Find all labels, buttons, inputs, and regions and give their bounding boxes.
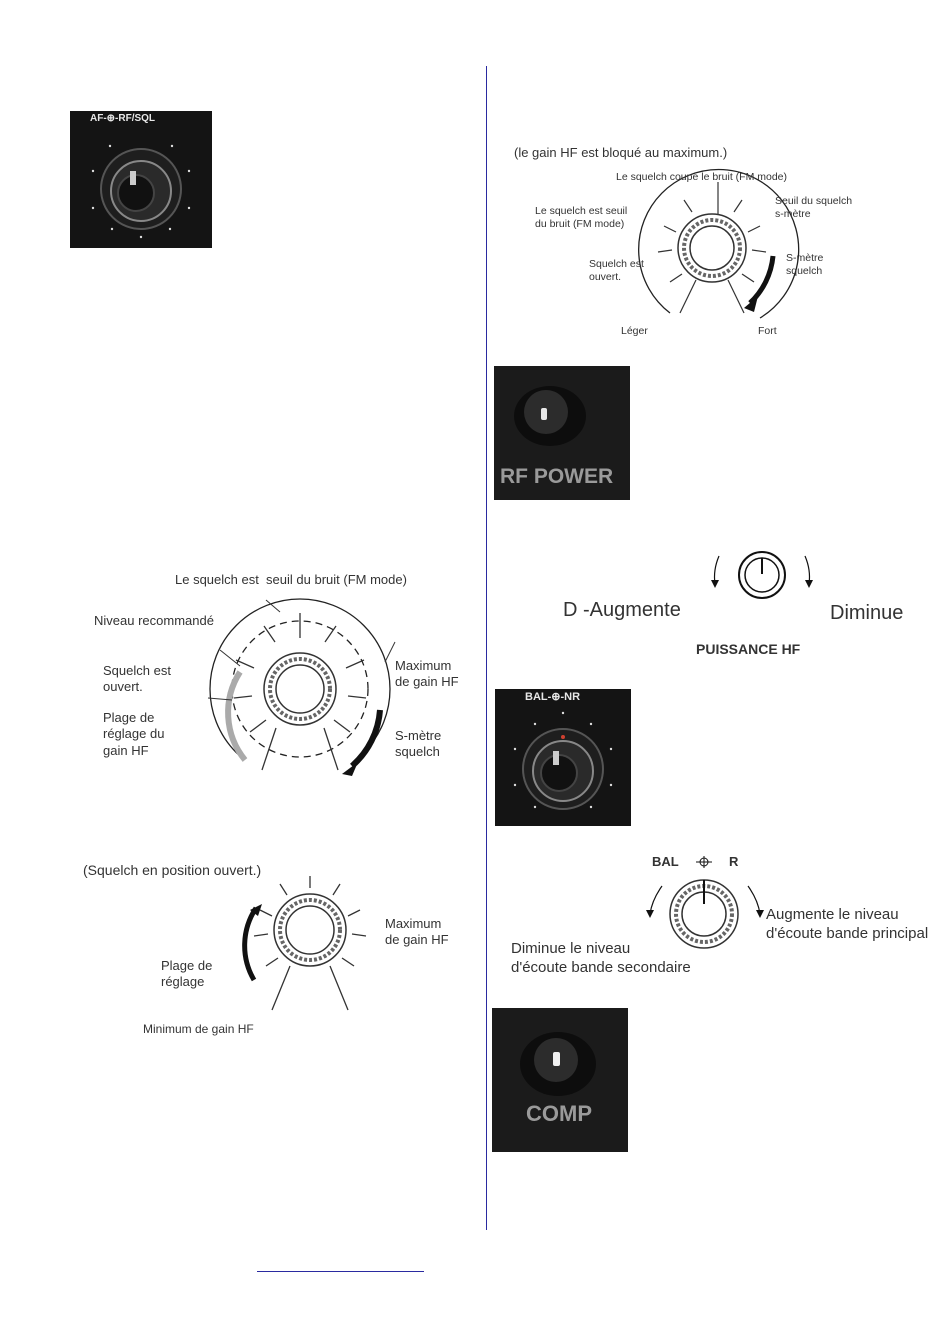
rf-gain-smeter-label: S-mètre squelch [395,728,442,760]
fm-strong-label: Fort [758,325,777,337]
rf-power-label: RF POWER [500,465,614,488]
open-squelch-max-label: Maximum de gain HF [385,916,449,948]
fm-cuts-noise-label: Le squelch coupe le bruit (FM mode) [616,171,787,183]
knob-icon [492,1008,628,1152]
rf-power-dial-diagram [705,548,815,608]
fm-open-label: Squelch est ouvert. [589,258,644,284]
rf-power-increase-label: D -Augmente [563,599,681,621]
open-squelch-range-label: Plage de réglage [161,958,213,990]
balance-r-label: R [729,854,739,869]
open-squelch-caption: (Squelch en position ouvert.) [83,862,262,878]
rf-gain-noise-threshold-label: Le squelch est seuil du bruit (FM mode) [175,572,407,587]
fm-smeter-squelch-label: S-mètre squelch [786,252,824,278]
rf-power-title: PUISSANCE HF [696,641,801,657]
fm-light-label: Léger [621,325,648,337]
fm-smeter-threshold-label: Seuil du squelch s-mètre [775,195,853,221]
open-squelch-min-label: Minimum de gain HF [143,1022,254,1036]
knob-icon [70,111,212,248]
balance-increase-main-label: Augmente le niveau d'écoute bande principal [766,906,929,942]
comp-knob-photo [492,1008,628,1152]
open-squelch-dial-diagram [210,870,410,1040]
fm-noise-threshold-label: Le squelch est seuil du bruit (FM mode) [535,205,628,231]
balance-bal-label: BAL [652,854,679,869]
af-rf-sql-label: AF-⊕-RF/SQL [90,113,156,124]
rf-gain-open-label: Squelch est ouvert. [103,663,171,695]
footer-link-underline[interactable] [257,1271,424,1272]
knob-icon [495,689,631,826]
rf-gain-range-label: Plage de réglage du gain HF [103,710,165,758]
rf-gain-recommended-label: Niveau recommandé [94,613,214,628]
bal-nr-label: BAL-⊕-NR [525,691,581,703]
rf-gain-max-label: Maximum de gain HF [395,658,459,690]
fm-squelch-caption: (le gain HF est bloqué au maximum.) [514,145,728,160]
comp-label: COMP [526,1101,592,1126]
balance-decrease-sub-label: Diminue le niveau d'écoute bande secondaire [511,940,691,976]
bal-nr-knob-photo [495,689,631,826]
rf-power-knob-photo [494,366,630,500]
af-rf-sql-knob-photo [70,111,212,248]
rf-power-decrease-label: Diminue [830,602,904,624]
